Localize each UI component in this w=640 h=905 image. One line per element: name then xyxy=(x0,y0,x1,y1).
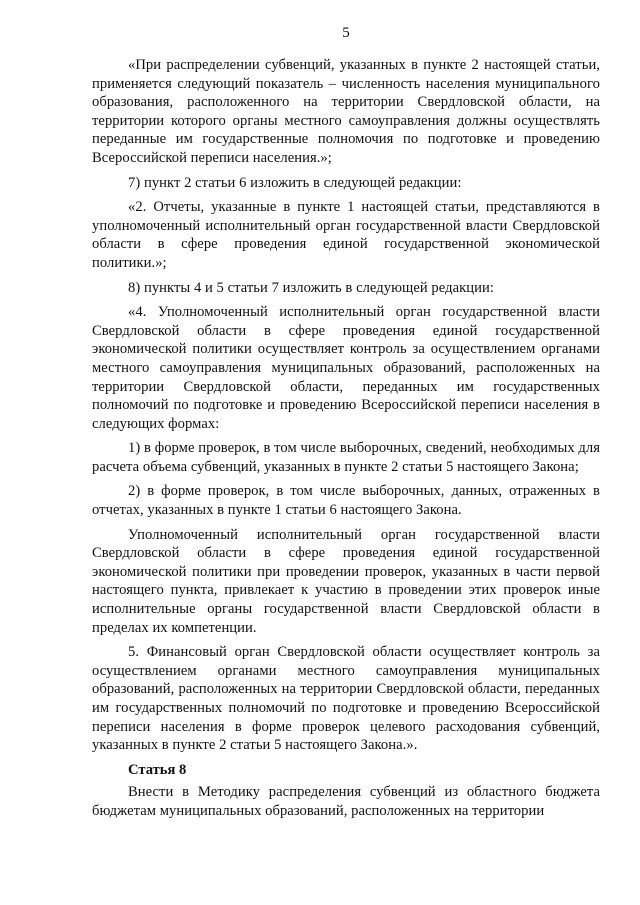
paragraph-control-forms: «4. Уполномоченный исполнительный орган государственной власти Свердловской области в сфере проведения единой государственной экономической политики осуществляет контроль за осуществлением органами местного самоуправления муниципальных образований, расположенных на территории Свердловской области, переданных им государственных полномочий по подготовке и проведению Всероссийской переписи населения в следующих формах: xyxy=(92,304,600,432)
paragraph-authorized-body: Уполномоченный исполнительный орган государственной власти Свердловской области в сфере проведения единой государственной экономической политики при проведении проверок, указанных в части первой настоящего пункта, привлекает к участию в проведении этих проверок иные исполнительные органы государственной власти Свердловской области в пределах их компетенции. xyxy=(92,526,600,636)
document-body xyxy=(92,56,600,821)
paragraph-form-2: 2) в форме проверок, в том числе выборочных, данных, отраженных в отчетах, указанных в пункте 1 статьи 6 настоящего Закона. xyxy=(92,483,600,519)
paragraph-item-7: 7) пункт 2 статьи 6 изложить в следующей редакции: xyxy=(128,174,462,191)
paragraph-item-8: 8) пункты 4 и 5 статьи 7 изложить в следующей редакции: xyxy=(128,279,494,296)
paragraph-financial-body: 5. Финансовый орган Свердловской области осуществляет контроль за осуществлением органами местного самоуправления муниципальных образований, расположенных на территории Свердловской области, переданных им государственных полномочий по подготовке и проведению Всероссийской переписи населения в форме проверок целевого расходования субвенций, указанных в пункте 2 статьи 5 настоящего Закона.». xyxy=(92,644,600,754)
paragraph-methodology: Внести в Методику распределения субвенций из областного бюджета бюджетам муниципальных образований, расположенных на территории xyxy=(92,784,600,819)
paragraph-reports: «2. Отчеты, указанные в пункте 1 настоящей статьи, представляются в уполномоченный исполнительный орган государственной власти Свердловской области в сфере проведения единой государственной экономической политики.»; xyxy=(92,199,600,271)
paragraph-form-1: 1) в форме проверок, в том числе выборочных, сведений, необходимых для расчета объема субвенций, указанных в пункте 2 статьи 5 настоящего Закона; xyxy=(92,440,600,475)
article-heading: Статья 8 xyxy=(128,761,187,778)
paragraph-subvention-indicator: «При распределении субвенций, указанных в пункте 2 настоящей статьи, применяется следующий показатель – численность населения муниципального образования, расположенного на территории Свердловской области, на территории которого органы местного самоуправления должны осуществлять переданные им государственные полномочия по подготовке и проведению Всероссийской переписи населения.»; xyxy=(92,57,600,166)
page-number: 5 xyxy=(342,25,350,41)
